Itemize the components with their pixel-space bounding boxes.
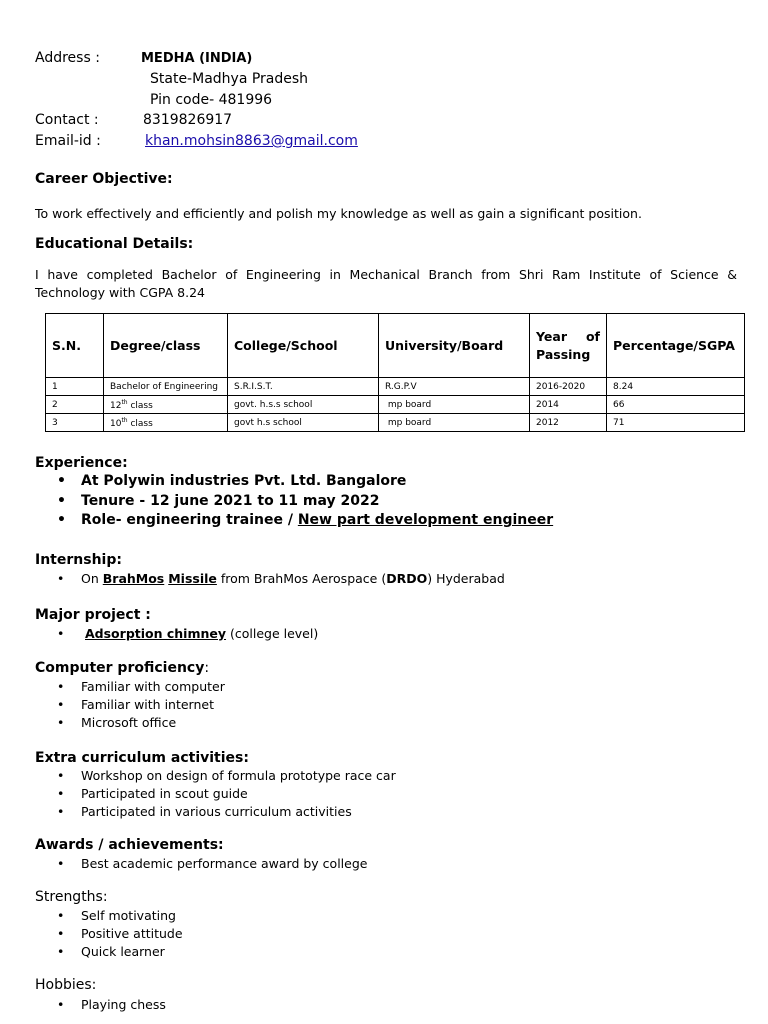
strengths-list: [0, 907, 183, 961]
contact-value: 8319826917: [143, 112, 233, 128]
bullet-icon: •: [57, 679, 65, 694]
col-percentage: Percentage/SGPA: [607, 314, 745, 378]
col-university: University/Board: [379, 314, 530, 378]
hobbies-heading: Hobbies:: [35, 977, 97, 993]
project-list: [0, 625, 318, 643]
cell-board: mp board: [379, 396, 530, 414]
list-item: • At Polywin industries Pvt. Ltd. Bangalore: [0, 472, 553, 492]
strengths-heading: Strengths:: [35, 889, 108, 905]
bullet-icon: •: [57, 473, 66, 489]
extra-heading: Extra curriculum activities:: [35, 750, 249, 766]
bullet-icon: •: [57, 512, 66, 528]
project-heading: Major project :: [35, 607, 151, 623]
education-text-line2: Technology with CGPA 8.24: [35, 285, 205, 300]
list-item: • Familiar with computer: [57, 679, 225, 694]
address-name: MEDHA (INDIA): [141, 51, 253, 66]
cell-sn: 2: [46, 396, 104, 414]
bullet-icon: •: [57, 768, 65, 783]
education-heading: Educational Details:: [35, 236, 194, 252]
cell-degree: Bachelor of Engineering: [104, 378, 228, 396]
table-header-row: [46, 314, 745, 378]
bullet-icon: •: [57, 786, 65, 801]
awards-heading: Awards / achievements:: [35, 837, 224, 853]
col-degree: Degree/class: [104, 314, 228, 378]
bullet-icon: •: [57, 492, 66, 509]
career-objective-heading: Career Objective:: [35, 171, 173, 187]
list-item: • Microsoft office: [57, 715, 177, 730]
cell-percentage: 66: [607, 396, 745, 414]
bullet-icon: •: [57, 944, 65, 959]
list-item: • Familiar with internet: [57, 697, 214, 712]
list-item: • Participated in scout guide: [57, 786, 248, 801]
computer-heading: Computer proficiency:: [35, 660, 210, 676]
cell-board: R.G.P.V: [379, 378, 530, 396]
cell-year: 2012: [530, 414, 607, 432]
career-objective-text: To work effectively and efficiently and polish my knowledge as well as gain a significant position.: [35, 206, 642, 221]
email-label: Email-id :: [35, 133, 101, 149]
contact-label: Contact :: [35, 112, 99, 128]
cell-degree: 12th class: [104, 396, 228, 414]
list-item: • Playing chess: [57, 997, 166, 1012]
cell-board: mp board: [379, 414, 530, 432]
address-pin: Pin code- 481996: [150, 92, 273, 108]
bullet-icon: •: [57, 997, 65, 1012]
cell-sn: 3: [46, 414, 104, 432]
experience-heading: Experience:: [35, 455, 128, 471]
bullet-icon: •: [57, 908, 65, 923]
computer-list: [0, 678, 225, 732]
bullet-icon: •: [57, 856, 65, 871]
cell-college: S.R.I.S.T.: [228, 378, 379, 396]
bullet-icon: •: [57, 804, 65, 819]
cell-year: 2016-2020: [530, 378, 607, 396]
table-row: [46, 396, 745, 414]
hobbies-list: [0, 996, 166, 1014]
list-item: • Participated in various curriculum activities: [57, 804, 352, 819]
education-text-line1: I have completed Bachelor of Engineering in Mechanical Branch from Shri Ram Institute of Science &: [35, 267, 737, 282]
email-link[interactable]: khan.mohsin8863@gmail.com: [145, 133, 358, 149]
extra-list: [0, 767, 396, 821]
bullet-icon: •: [57, 715, 65, 730]
experience-list: [0, 472, 553, 531]
cell-sn: 1: [46, 378, 104, 396]
cell-college: govt. h.s.s school: [228, 396, 379, 414]
cell-percentage: 71: [607, 414, 745, 432]
bullet-icon: •: [57, 571, 65, 586]
bullet-icon: •: [57, 926, 65, 941]
awards-list: [0, 855, 367, 873]
list-item: • Role- engineering trainee / New part development engineer: [0, 511, 553, 531]
address-label: Address :: [35, 50, 100, 66]
list-item: • Workshop on design of formula prototype race car: [57, 768, 396, 783]
cell-college: govt h.s school: [228, 414, 379, 432]
list-item: • Self motivating: [57, 908, 176, 923]
list-item: • Positive attitude: [57, 926, 183, 941]
list-item: • Adsorption chimney (college level): [57, 626, 319, 641]
table-row: [46, 414, 745, 432]
col-college: College/School: [228, 314, 379, 378]
cell-degree: 10th class: [104, 414, 228, 432]
list-item: • Tenure - 12 june 2021 to 11 may 2022: [0, 492, 553, 512]
col-sn: S.N.: [46, 314, 104, 378]
bullet-icon: •: [57, 626, 65, 641]
bullet-icon: •: [57, 697, 65, 712]
address-state: State-Madhya Pradesh: [150, 71, 309, 87]
col-year: Year of Passing: [530, 314, 607, 378]
list-item: • On BrahMos Missile from BrahMos Aerospace (DRDO) Hyderabad: [57, 571, 505, 586]
internship-heading: Internship:: [35, 552, 122, 568]
table-row: [46, 378, 745, 396]
education-table: [45, 313, 745, 432]
list-item: • Best academic performance award by college: [57, 856, 368, 871]
cell-year: 2014: [530, 396, 607, 414]
list-item: • Quick learner: [57, 944, 165, 959]
internship-list: [0, 570, 505, 588]
cell-percentage: 8.24: [607, 378, 745, 396]
